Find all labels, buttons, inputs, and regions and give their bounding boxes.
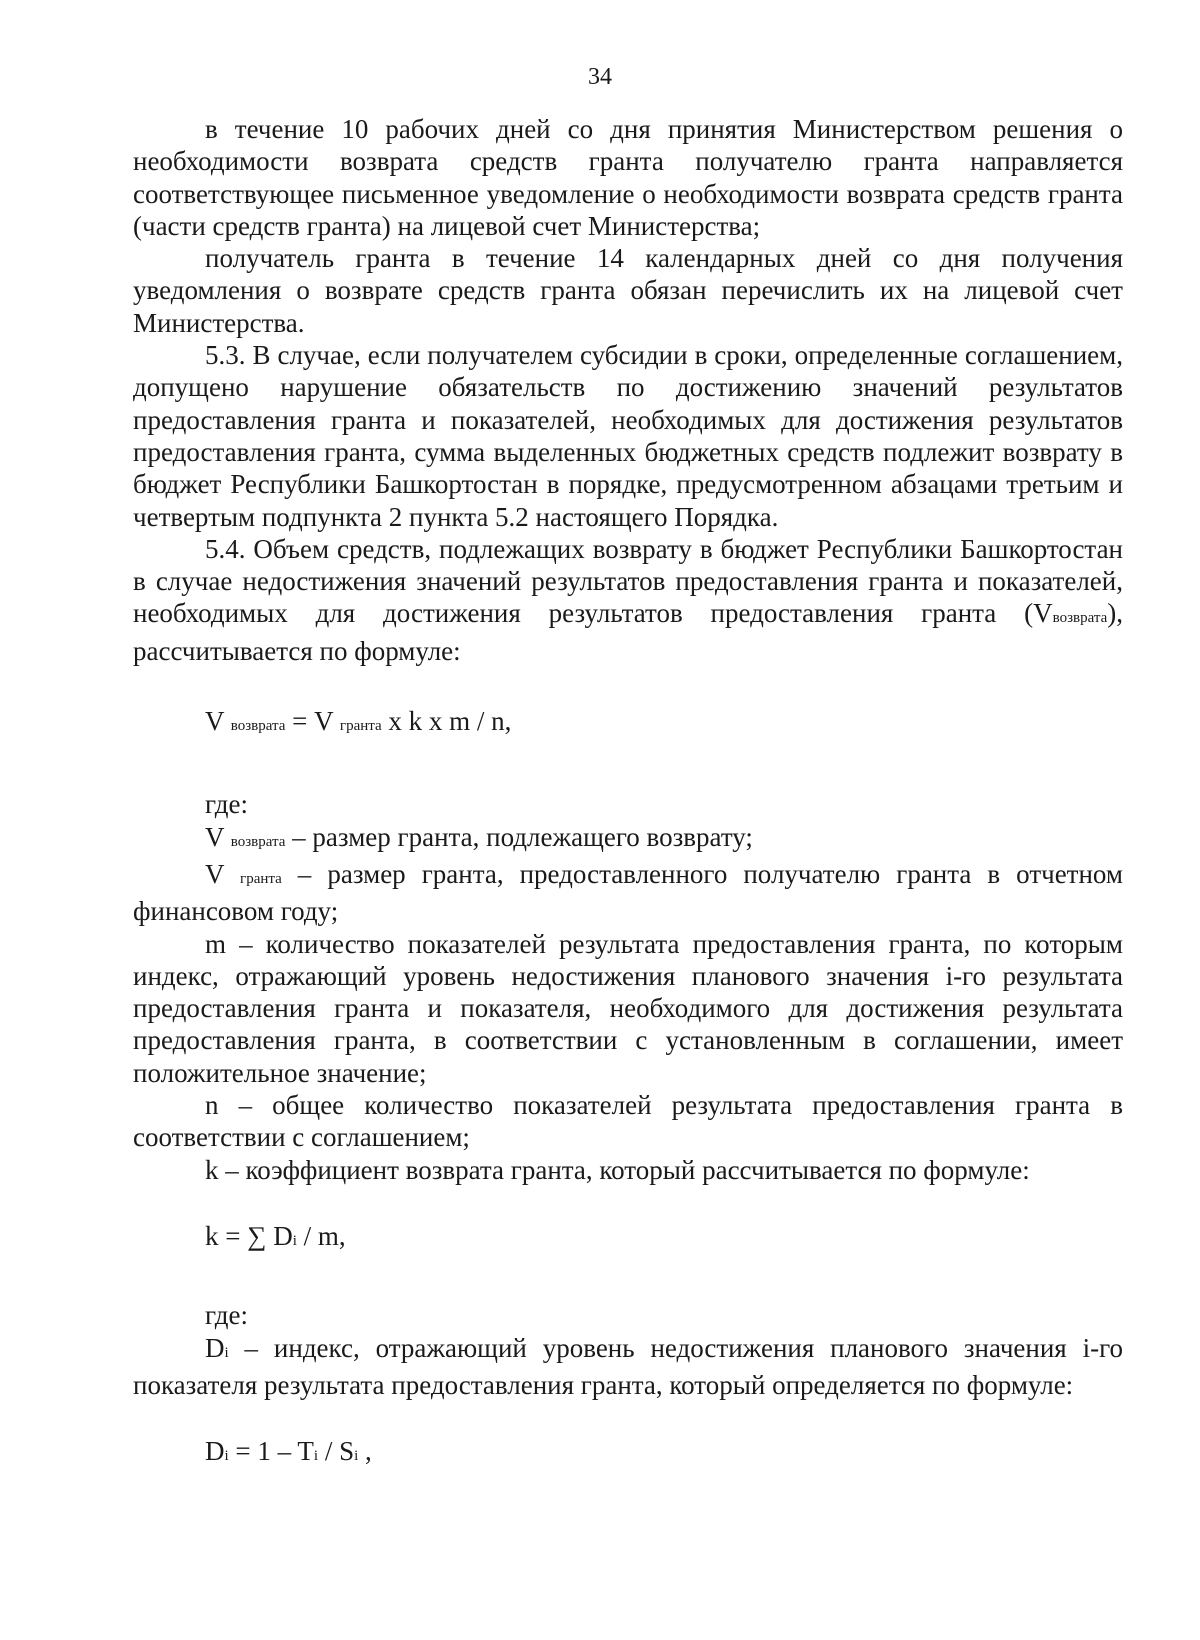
definition-k: k – коэффициент возврата гранта, который рассчитывается по формуле: (205, 1154, 1030, 1185)
paragraph-recipient-transfer: получатель гранта в течение 14 календарных дней со дня получения уведомления о возврате средств гранта обязан перечислить их на лицевой счет Министерства. (133, 243, 1123, 338)
paragraph-notification: в течение 10 рабочих дней со дня принятия Министерством решения о необходимости возврата средств гранта получателю гранта направляется соответствующее письменное уведомление о необходимости возврата средств гранта (части средств гранта) на лицевой счет Министерства; (133, 114, 1123, 241)
where-label-2: где: (205, 1300, 248, 1331)
definition-d: Di – индекс, отражающий уровень недостижения планового значения i-го показателя результата предоставления гранта, который определяется по формуле: (133, 1332, 1123, 1400)
page-number: 34 (588, 64, 612, 90)
definition-v-grant: V гранта – размер гранта, предоставленного получателю гранта в отчетном финансовом году; (133, 858, 1123, 927)
document-body (133, 113, 1123, 1472)
formula-return-volume: V возврата = V гранта x k x m / n, (205, 706, 512, 737)
where-label-1: где: (205, 789, 248, 820)
paragraph-5-4: 5.4. Объем средств, подлежащих возврату в бюджет Республики Башкортостан в случае недостижения значений результатов предоставления гранта и показателей, необходимых для достижения результатов предоставления гранта (Vвозврата), рассчитывается по формуле: (133, 533, 1123, 666)
definition-v-return: V возврата – размер гранта, подлежащего возврату; (205, 821, 753, 852)
definition-m: m – количество показателей результата предоставления гранта, по которым индекс, отражающий уровень недостижения планового значения i-го результата предоставления гранта и показателя, необходимого для достижения результата предоставления гранта, в соответствии с установленным в соглашении, имеет положительное значение; (133, 928, 1123, 1088)
formula-k: k = ∑ Di / m, (205, 1220, 346, 1251)
paragraph-5-3: 5.3. В случае, если получателем субсидии в сроки, определенные соглашением, допущено нарушение обязательств по достижению значений результатов предоставления гранта и показателей, необходимых для достижения результатов предоставления гранта, сумма выделенных бюджетных средств подлежит возврату в бюджет Республики Башкортостан в порядке, предусмотренном абзацами третьим и четвертым подпункта 2 пункта 5.2 настоящего Порядка. (133, 340, 1123, 532)
formula-d: Di = 1 – Ti / Si , (205, 1436, 372, 1467)
definition-n: n – общее количество показателей результата предоставления гранта в соответствии с соглашением; (133, 1090, 1123, 1153)
